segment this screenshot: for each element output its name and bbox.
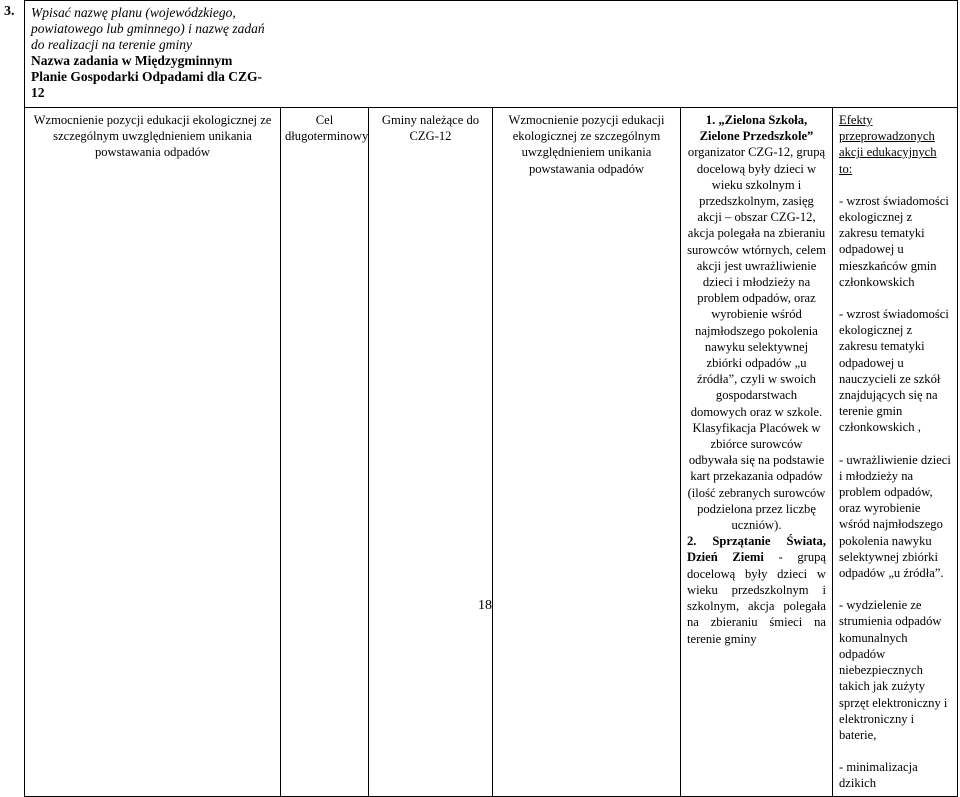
header-line: Nazwa zadania w Międzygminnym bbox=[31, 53, 233, 68]
plan-table bbox=[24, 0, 958, 797]
effect-item: - minimalizacja dzikich bbox=[839, 760, 918, 791]
action-1-title: 1. „Zielona Szkoła, Zielone Przedszkole” bbox=[699, 113, 814, 144]
action-1-text: organizator CZG-12, grupą docelową były dzieci w wieku szkolnym i przedszkolnym, zasięg akcji – obszar CZG-12, akcja polegała na zbieraniu surowców wtórnych, celem akcji jest uwrażliwienie dzieci i młodzieży na problem odpadów, oraz wyrobienie wśród najmłodszego pokolenia nawyku selektywnej zbiórki odpadów „u źródła”, czyli w swoich gospodarstwach domowych oraz w szkole. Klasyfikacja Placówek w zbiórce surowców odbywała się na podstawie kart przekazania odpadów (ilość zebranych surowców podzielona przez liczbę uczniów). bbox=[687, 145, 826, 533]
header-line: Wpisać nazwę planu (wojewódzkiego, bbox=[31, 5, 236, 20]
row-number: 3. bbox=[4, 4, 15, 19]
effect-item: - wydzielenie ze strumienia odpadów komunalnych odpadów niebezpiecznych takich jak zużyty sprzęt elektroniczny i elektroniczny i baterie, bbox=[839, 598, 948, 742]
header-line: Planie Gospodarki Odpadami dla CZG- bbox=[31, 69, 263, 84]
header-cell bbox=[25, 1, 958, 108]
cell-effects bbox=[833, 108, 958, 797]
cell-goal-type: Cel długoterminowy bbox=[281, 108, 369, 797]
header-row bbox=[25, 1, 958, 108]
header-line: powiatowego lub gminnego) i nazwę zadań bbox=[31, 21, 265, 36]
cell-municipalities: Gminy należące do CZG-12 bbox=[369, 108, 493, 797]
effect-item: - wzrost świadomości ekologicznej z zakresu tematyki odpadowej u mieszkańców gmin członkowskich bbox=[839, 193, 949, 289]
effect-item: - uwrażliwienie dzieci i młodzieży na problem odpadów, oraz wyrobienie wśród najmłodszego pokolenia nawyku selektywnej zbiórki odpadów „u źródła”. bbox=[839, 452, 951, 581]
effect-item: - wzrost świadomości ekologicznej z zakresu tematyki odpadowej u nauczycieli ze szkół znajdujących się na terenie gmin członkowskich , bbox=[839, 307, 949, 435]
action-2-text: - grupą docelową były dzieci w wieku przedszkolnym i szkolnym, akcja polegała na zbieraniu śmieci na terenie gminy bbox=[687, 550, 827, 646]
cell-task-description: Wzmocnienie pozycji edukacji ekologicznej ze szczególnym uwzględnieniem unikania powstawania odpadów bbox=[493, 108, 681, 797]
cell-actions bbox=[681, 108, 833, 797]
table-row bbox=[25, 108, 958, 797]
cell-task-name: Wzmocnienie pozycji edukacji ekologicznej ze szczególnym uwzględnieniem unikania powstawania odpadów bbox=[25, 108, 281, 797]
page-number: 18 bbox=[478, 598, 492, 613]
effects-heading: Efekty przeprowadzonych akcji edukacyjnych to: bbox=[839, 113, 937, 176]
action-2-title: 2. Sprzątanie Świata, Dzień Ziemi bbox=[687, 534, 826, 565]
header-line: 12 bbox=[31, 85, 45, 100]
header-line: do realizacji na terenie gminy bbox=[31, 37, 192, 52]
